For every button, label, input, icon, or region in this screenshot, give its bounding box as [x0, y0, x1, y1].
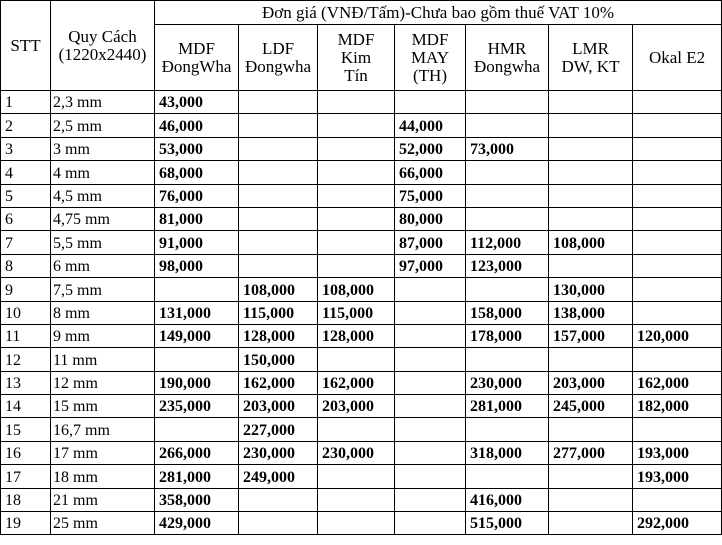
- header-col-line: MDF: [337, 29, 375, 49]
- price-cell: 277,000: [549, 441, 633, 464]
- table-row: [1, 418, 722, 441]
- price-cell: 68,000: [155, 161, 239, 184]
- header-spec-line1: Quy Cách: [68, 26, 137, 46]
- table-row: [1, 207, 722, 230]
- price-cell: 193,000: [633, 441, 722, 464]
- price-cell: [318, 161, 395, 184]
- table-row: [1, 231, 722, 254]
- header-col-line: Kim: [340, 47, 372, 67]
- price-cell: [549, 418, 633, 441]
- row-spec: 5,5 mm: [51, 231, 155, 254]
- price-cell: [155, 418, 239, 441]
- price-cell: 318,000: [466, 441, 549, 464]
- price-cell: 358,000: [155, 488, 239, 511]
- row-stt: 2: [1, 114, 51, 137]
- table-row: [1, 512, 722, 535]
- row-spec: 7,5 mm: [51, 278, 155, 301]
- price-cell: [318, 207, 395, 230]
- price-cell: [549, 207, 633, 230]
- price-cell: [395, 371, 466, 394]
- price-cell: [318, 488, 395, 511]
- table-row: [1, 441, 722, 464]
- price-cell: 108,000: [239, 278, 318, 301]
- row-stt: 16: [1, 441, 51, 464]
- price-cell: 108,000: [318, 278, 395, 301]
- price-cell: [633, 418, 722, 441]
- header-col-line: LDF: [261, 38, 295, 58]
- header-col-line: Okal E2: [648, 47, 706, 67]
- row-stt: 1: [1, 91, 51, 114]
- header-col-0: [155, 25, 239, 91]
- price-cell: [395, 301, 466, 324]
- header-col-1: [239, 25, 318, 91]
- row-stt: 11: [1, 324, 51, 347]
- price-cell: [549, 161, 633, 184]
- price-cell: 203,000: [239, 395, 318, 418]
- price-cell: [549, 184, 633, 207]
- price-cell: 178,000: [466, 324, 549, 347]
- price-cell: 150,000: [239, 348, 318, 371]
- table-row: [1, 301, 722, 324]
- price-cell: [549, 488, 633, 511]
- price-cell: 43,000: [155, 91, 239, 114]
- table-row: [1, 371, 722, 394]
- price-cell: 123,000: [466, 254, 549, 277]
- price-cell: [318, 137, 395, 160]
- price-cell: 281,000: [466, 395, 549, 418]
- price-cell: [318, 114, 395, 137]
- header-col-line: LMR: [572, 38, 609, 58]
- price-cell: [318, 184, 395, 207]
- row-spec: 4,5 mm: [51, 184, 155, 207]
- row-stt: 15: [1, 418, 51, 441]
- row-stt: 10: [1, 301, 51, 324]
- row-spec: 4,75 mm: [51, 207, 155, 230]
- price-cell: 52,000: [395, 137, 466, 160]
- price-cell: [239, 512, 318, 535]
- price-cell: [549, 465, 633, 488]
- header-col-line: MDF: [178, 38, 215, 58]
- price-cell: [549, 114, 633, 137]
- row-stt: 8: [1, 254, 51, 277]
- price-cell: 80,000: [395, 207, 466, 230]
- price-cell: [395, 348, 466, 371]
- row-spec: 2,5 mm: [51, 114, 155, 137]
- table-row: [1, 324, 722, 347]
- price-cell: 120,000: [633, 324, 722, 347]
- price-cell: [633, 231, 722, 254]
- price-cell: 108,000: [549, 231, 633, 254]
- header-col-3: [395, 25, 466, 91]
- table-row: [1, 395, 722, 418]
- price-cell: [395, 324, 466, 347]
- price-cell: [239, 254, 318, 277]
- price-cell: [466, 91, 549, 114]
- price-cell: [239, 184, 318, 207]
- price-cell: [395, 512, 466, 535]
- row-spec: 11 mm: [51, 348, 155, 371]
- row-spec: 8 mm: [51, 301, 155, 324]
- price-cell: [318, 512, 395, 535]
- row-stt: 6: [1, 207, 51, 230]
- row-spec: 21 mm: [51, 488, 155, 511]
- price-cell: 44,000: [395, 114, 466, 137]
- price-cell: [466, 278, 549, 301]
- price-cell: [395, 488, 466, 511]
- price-cell: 230,000: [318, 441, 395, 464]
- price-cell: 203,000: [549, 371, 633, 394]
- price-cell: [318, 418, 395, 441]
- header-col-line: HMR: [487, 38, 527, 58]
- table-row: [1, 278, 722, 301]
- price-cell: 149,000: [155, 324, 239, 347]
- row-stt: 7: [1, 231, 51, 254]
- price-cell: [239, 207, 318, 230]
- row-spec: 4 mm: [51, 161, 155, 184]
- header-stt: [1, 1, 51, 91]
- table-row: [1, 254, 722, 277]
- price-cell: 162,000: [633, 371, 722, 394]
- price-cell: [395, 465, 466, 488]
- header-col-4: [466, 25, 549, 91]
- table-row: [1, 465, 722, 488]
- price-cell: [239, 161, 318, 184]
- price-cell: [633, 348, 722, 371]
- price-cell: 112,000: [466, 231, 549, 254]
- table-row: [1, 161, 722, 184]
- price-cell: 227,000: [239, 418, 318, 441]
- price-cell: 46,000: [155, 114, 239, 137]
- row-stt: 18: [1, 488, 51, 511]
- price-cell: 230,000: [466, 371, 549, 394]
- row-spec: 17 mm: [51, 441, 155, 464]
- header-col-line: DW, KT: [561, 56, 620, 76]
- row-stt: 5: [1, 184, 51, 207]
- price-cell: [318, 91, 395, 114]
- price-cell: 115,000: [318, 301, 395, 324]
- price-cell: [633, 278, 722, 301]
- price-cell: [633, 488, 722, 511]
- price-cell: 53,000: [155, 137, 239, 160]
- price-cell: 131,000: [155, 301, 239, 324]
- header-col-2: [318, 25, 395, 91]
- row-stt: 19: [1, 512, 51, 535]
- row-stt: 9: [1, 278, 51, 301]
- price-cell: [239, 91, 318, 114]
- price-cell: [466, 348, 549, 371]
- header-group-title: [155, 1, 722, 25]
- header-col-5: [549, 25, 633, 91]
- price-cell: 245,000: [549, 395, 633, 418]
- price-cell: [466, 161, 549, 184]
- price-cell: 249,000: [239, 465, 318, 488]
- table-row: [1, 114, 722, 137]
- price-cell: [549, 91, 633, 114]
- row-spec: 6 mm: [51, 254, 155, 277]
- price-cell: 266,000: [155, 441, 239, 464]
- price-cell: 128,000: [239, 324, 318, 347]
- header-col-line: Tín: [344, 65, 368, 85]
- price-cell: 281,000: [155, 465, 239, 488]
- price-cell: [466, 207, 549, 230]
- header-spec: [51, 1, 155, 91]
- header-spec-line2: (1220x2440): [58, 44, 147, 64]
- row-spec: 16,7 mm: [51, 418, 155, 441]
- table-row: [1, 137, 722, 160]
- price-cell: 515,000: [466, 512, 549, 535]
- header-col-6: [633, 25, 722, 91]
- row-stt: 3: [1, 137, 51, 160]
- header-col-line: (TH): [413, 65, 447, 85]
- price-cell: [155, 278, 239, 301]
- row-spec: 9 mm: [51, 324, 155, 347]
- price-cell: [633, 207, 722, 230]
- price-cell: [549, 137, 633, 160]
- table-body: [1, 91, 722, 535]
- price-cell: 73,000: [466, 137, 549, 160]
- price-cell: 203,000: [318, 395, 395, 418]
- row-stt: 14: [1, 395, 51, 418]
- price-cell: 162,000: [239, 371, 318, 394]
- price-cell: [466, 465, 549, 488]
- price-cell: 130,000: [549, 278, 633, 301]
- price-cell: [466, 418, 549, 441]
- price-cell: [466, 114, 549, 137]
- price-cell: [395, 278, 466, 301]
- price-cell: [633, 254, 722, 277]
- header-group-title-label: Đơn giá (VNĐ/Tấm)-Chưa bao gồm thuế VAT 10%: [262, 2, 615, 22]
- price-cell: [155, 348, 239, 371]
- header-stt-label: STT: [10, 35, 41, 55]
- row-spec: 12 mm: [51, 371, 155, 394]
- price-cell: [633, 137, 722, 160]
- price-cell: [239, 231, 318, 254]
- price-cell: [239, 488, 318, 511]
- price-cell: 81,000: [155, 207, 239, 230]
- price-cell: [633, 161, 722, 184]
- row-spec: 25 mm: [51, 512, 155, 535]
- price-cell: [239, 114, 318, 137]
- row-spec: 18 mm: [51, 465, 155, 488]
- price-cell: [395, 418, 466, 441]
- table-row: [1, 348, 722, 371]
- price-cell: [633, 301, 722, 324]
- price-cell: [395, 395, 466, 418]
- price-cell: 115,000: [239, 301, 318, 324]
- price-cell: 87,000: [395, 231, 466, 254]
- row-spec: 15 mm: [51, 395, 155, 418]
- price-cell: 193,000: [633, 465, 722, 488]
- price-cell: 97,000: [395, 254, 466, 277]
- price-cell: 429,000: [155, 512, 239, 535]
- price-cell: 292,000: [633, 512, 722, 535]
- price-cell: 235,000: [155, 395, 239, 418]
- price-cell: 128,000: [318, 324, 395, 347]
- price-cell: [633, 114, 722, 137]
- price-cell: [318, 231, 395, 254]
- price-cell: 76,000: [155, 184, 239, 207]
- price-cell: [318, 348, 395, 371]
- table-row: [1, 91, 722, 114]
- price-cell: [549, 348, 633, 371]
- price-cell: 75,000: [395, 184, 466, 207]
- header-col-line: ĐongWha: [161, 56, 232, 76]
- price-cell: 416,000: [466, 488, 549, 511]
- price-cell: 190,000: [155, 371, 239, 394]
- row-stt: 13: [1, 371, 51, 394]
- price-cell: [549, 254, 633, 277]
- price-cell: 98,000: [155, 254, 239, 277]
- header-col-line: Đongwha: [244, 56, 312, 76]
- price-cell: 157,000: [549, 324, 633, 347]
- price-cell: [395, 91, 466, 114]
- price-cell: [549, 512, 633, 535]
- price-cell: 158,000: [466, 301, 549, 324]
- header-col-line: MDF: [411, 29, 449, 49]
- row-spec: 2,3 mm: [51, 91, 155, 114]
- price-cell: [395, 441, 466, 464]
- price-cell: [239, 137, 318, 160]
- row-stt: 17: [1, 465, 51, 488]
- price-cell: [633, 91, 722, 114]
- row-stt: 4: [1, 161, 51, 184]
- price-cell: [318, 465, 395, 488]
- price-cell: 182,000: [633, 395, 722, 418]
- header-col-line: MAY: [410, 47, 450, 67]
- price-cell: 230,000: [239, 441, 318, 464]
- row-spec: 3 mm: [51, 137, 155, 160]
- price-cell: [318, 254, 395, 277]
- price-cell: 138,000: [549, 301, 633, 324]
- header-col-line: Đongwha: [473, 56, 541, 76]
- price-cell: 66,000: [395, 161, 466, 184]
- price-cell: 162,000: [318, 371, 395, 394]
- price-cell: [633, 184, 722, 207]
- table-row: [1, 184, 722, 207]
- price-cell: 91,000: [155, 231, 239, 254]
- table-row: [1, 488, 722, 511]
- price-cell: [466, 184, 549, 207]
- row-stt: 12: [1, 348, 51, 371]
